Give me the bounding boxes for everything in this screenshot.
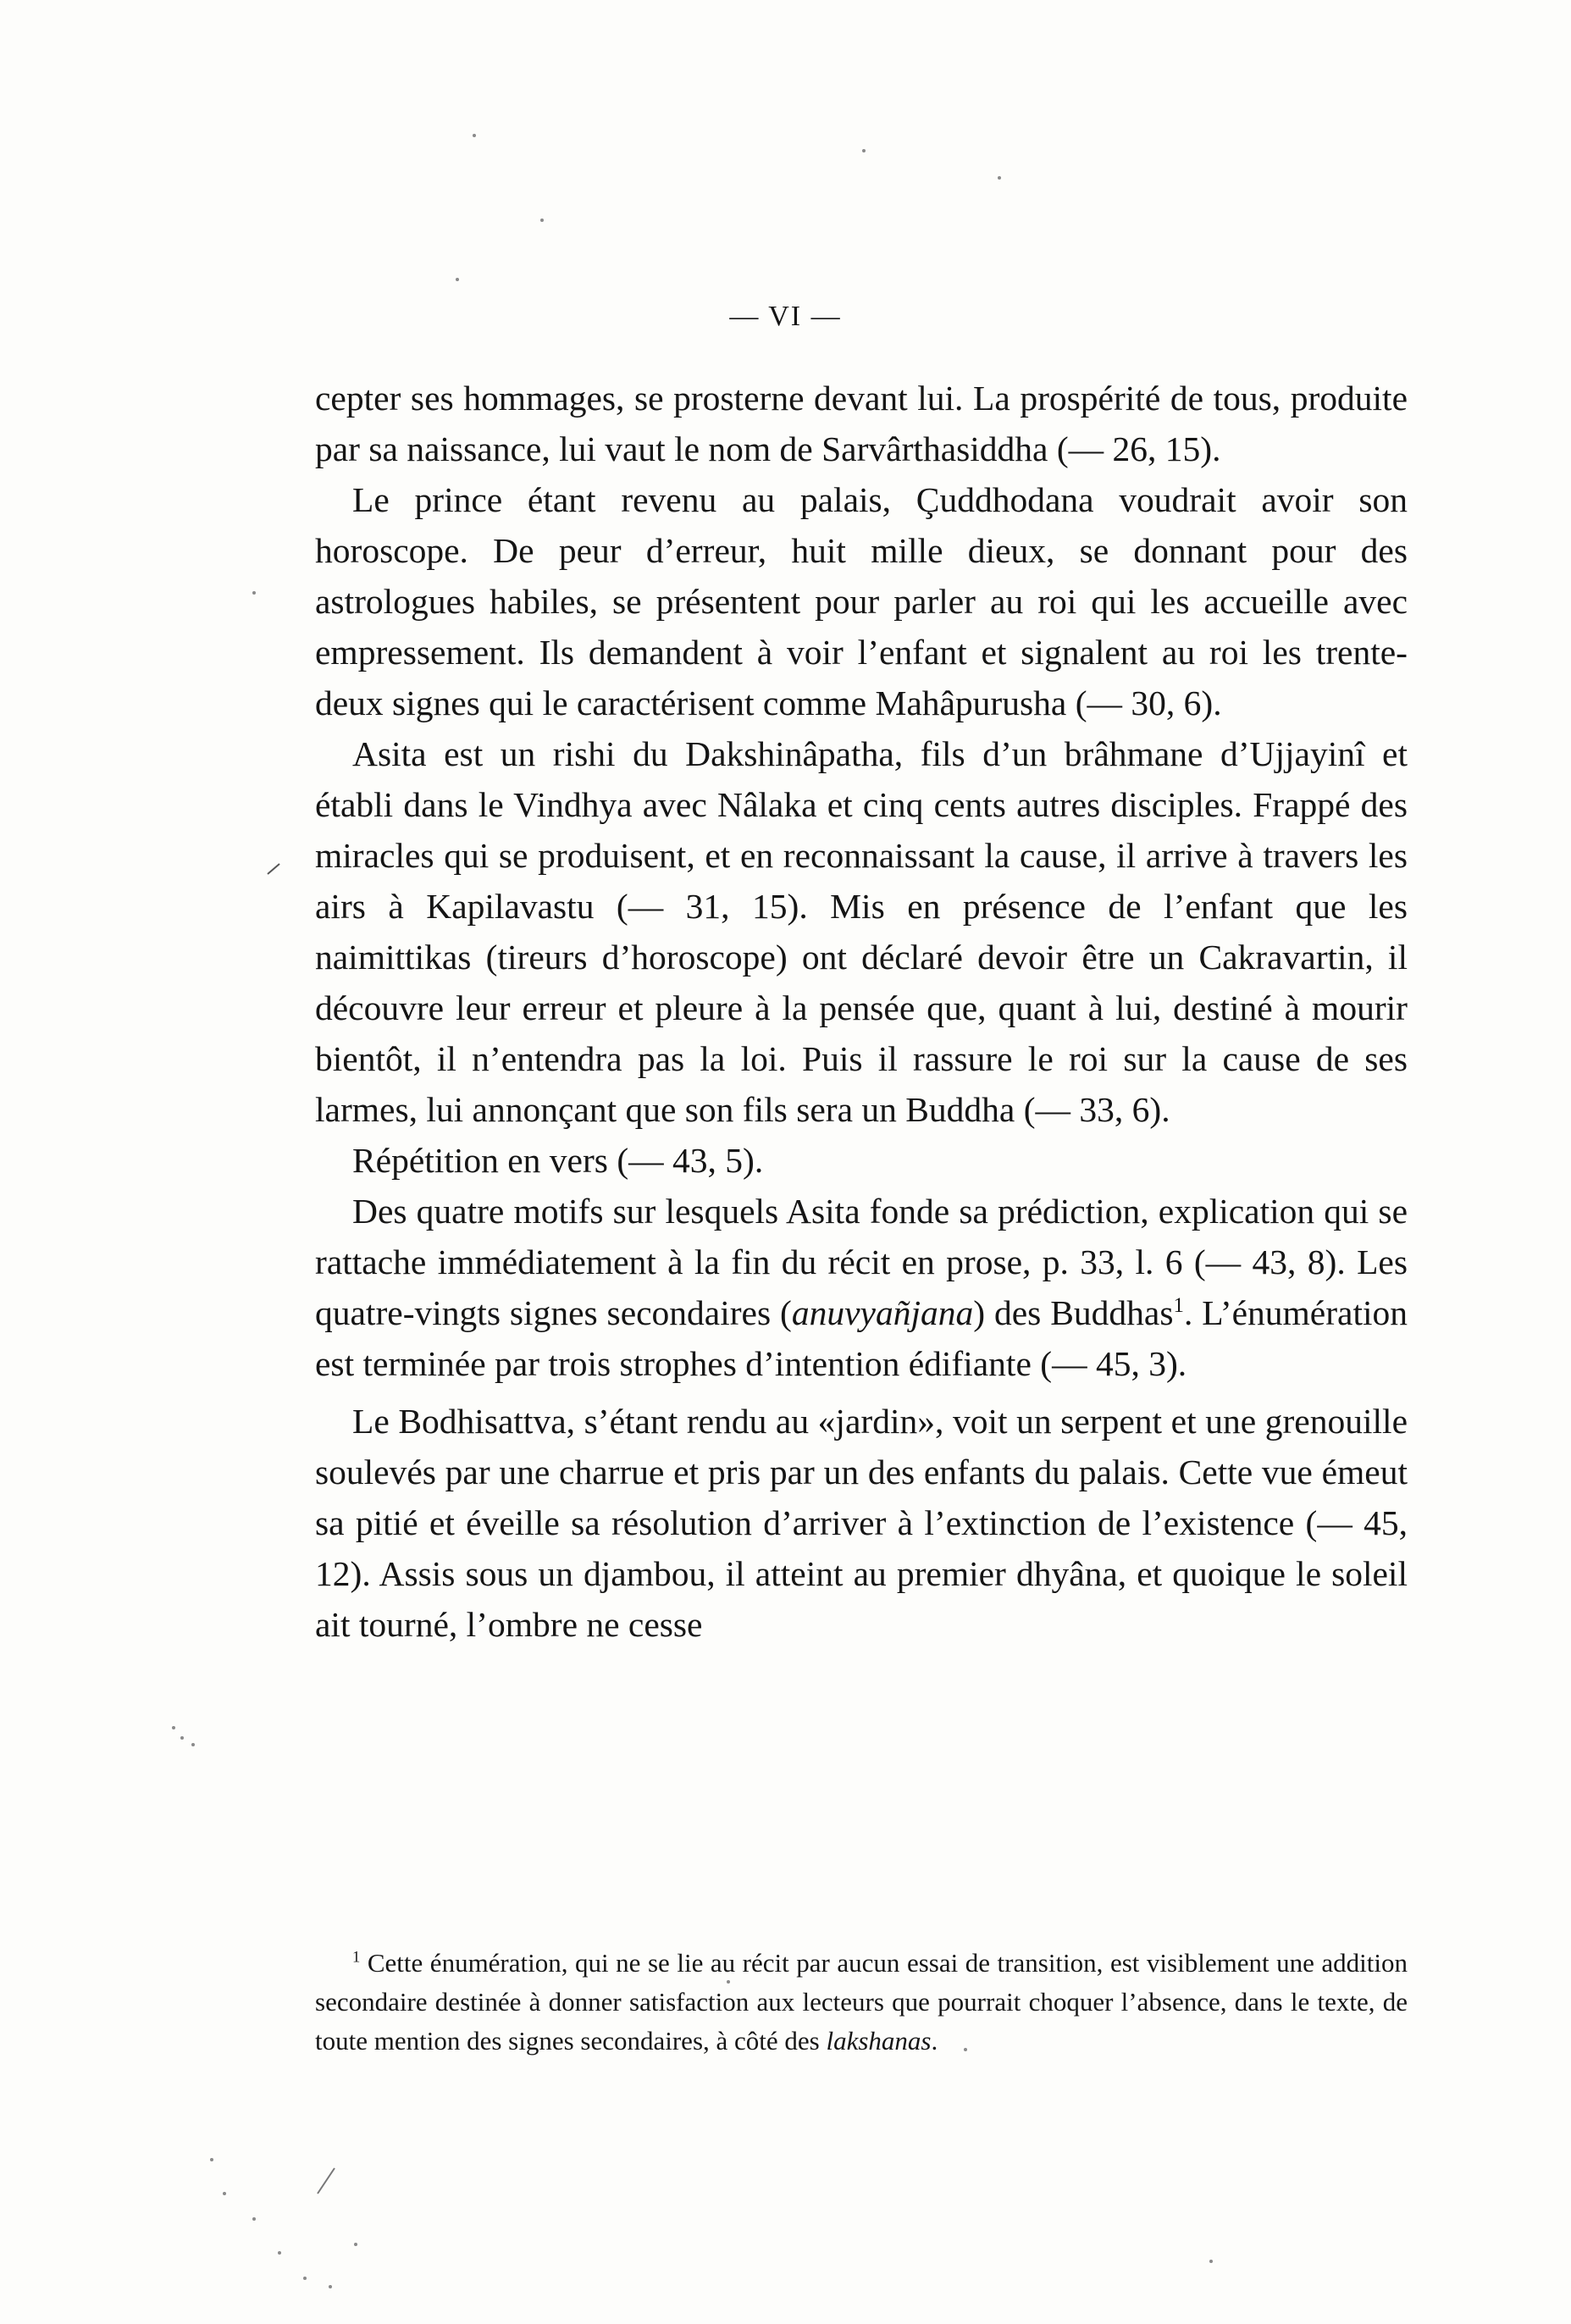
paragraph-2: Le prince étant revenu au palais, Çuddhodana voudrait avoir son horoscope. De peur d’erreur, huit mille dieux, se donnant pour des astrologues habiles, se présentent pour parler au roi qui les accueille avec empressement. Ils demandent à voir l’enfant et signalent au roi les trente-deux signes qui le caractérisent comme Mahâpurusha (— 30, 6).	[315, 480, 1408, 722]
paragraph-5	[315, 1186, 1408, 1389]
page-number: — VI —	[729, 301, 842, 332]
main-text	[315, 373, 1408, 1650]
paragraph-5-text-a: Des quatre motifs sur lesquels Asita fonde sa prédiction, explication qui se rattache immédiatement à la fin du récit en prose, p. 33, l. 6 (— 43, 8). Les quatre-vingts signes secondaires (	[315, 1192, 1408, 1332]
footnote-reference: 1	[1173, 1294, 1184, 1318]
paragraph-5-italic-term: anuvyañjana	[791, 1293, 974, 1332]
footnote-end: .	[931, 2026, 938, 2056]
footnote-marker: 1	[352, 1948, 361, 1967]
footnote-area	[315, 1944, 1408, 2061]
paragraph-3: Asita est un rishi du Dakshinâpatha, fils d’un brâhmane d’Ujjayinî et établi dans le Vindhya avec Nâlaka et cinq cents autres disciples. Frappé des miracles qui se produisent, et en reconnaissant la cause, il arrive à travers les airs à Kapilavastu (— 31, 15). Mis en présence de l’enfant que les naimittikas (tireurs d’horoscope) ont déclaré devoir être un Cakravartin, il découvre leur erreur et pleure à la pensée que, quant à lui, destiné à mourir bientôt, il n’entendra pas la loi. Puis il rassure le roi sur la cause de ses larmes, lui annonçant que son fils sera un Buddha (— 33, 6).	[315, 734, 1408, 1129]
footnote-italic-term: lakshanas	[826, 2026, 932, 2056]
footnote-text: Cette énumération, qui ne se lie au récit par aucun essai de transition, est visiblement une addition secondaire destinée à donner satisfaction aux lecteurs que pourrait choquer l’absence, dans le texte, de toute mention des signes secondaires, à côté des	[315, 1948, 1408, 2056]
paragraph-5-text-c: . L’énumération est terminée par trois strophes d’intention édifiante (— 45, 3).	[315, 1293, 1408, 1383]
paragraph-4: Répétition en vers (— 43, 5).	[352, 1141, 764, 1180]
paragraph-6: Le Bodhisattva, s’étant rendu au «jardin», voit un serpent et une grenouille soulevés par une charrue et pris par un des enfants du palais. Cette vue émeut sa pitié et éveille sa résolution d’arriver à l’extinction de l’existence (— 45, 12). Assis sous un djambou, il atteint au premier dhyâna, et quoique le soleil ait tourné, l’ombre ne cesse	[315, 1402, 1408, 1644]
paragraph-5-text-b: ) des Buddhas	[973, 1293, 1174, 1332]
footnote-1	[315, 1944, 1408, 2061]
paragraph-1: cepter ses hommages, se prosterne devant lui. La prospérité de tous, produite par sa naissance, lui vaut le nom de Sarvârthasiddha (— 26, 15).	[315, 379, 1408, 468]
